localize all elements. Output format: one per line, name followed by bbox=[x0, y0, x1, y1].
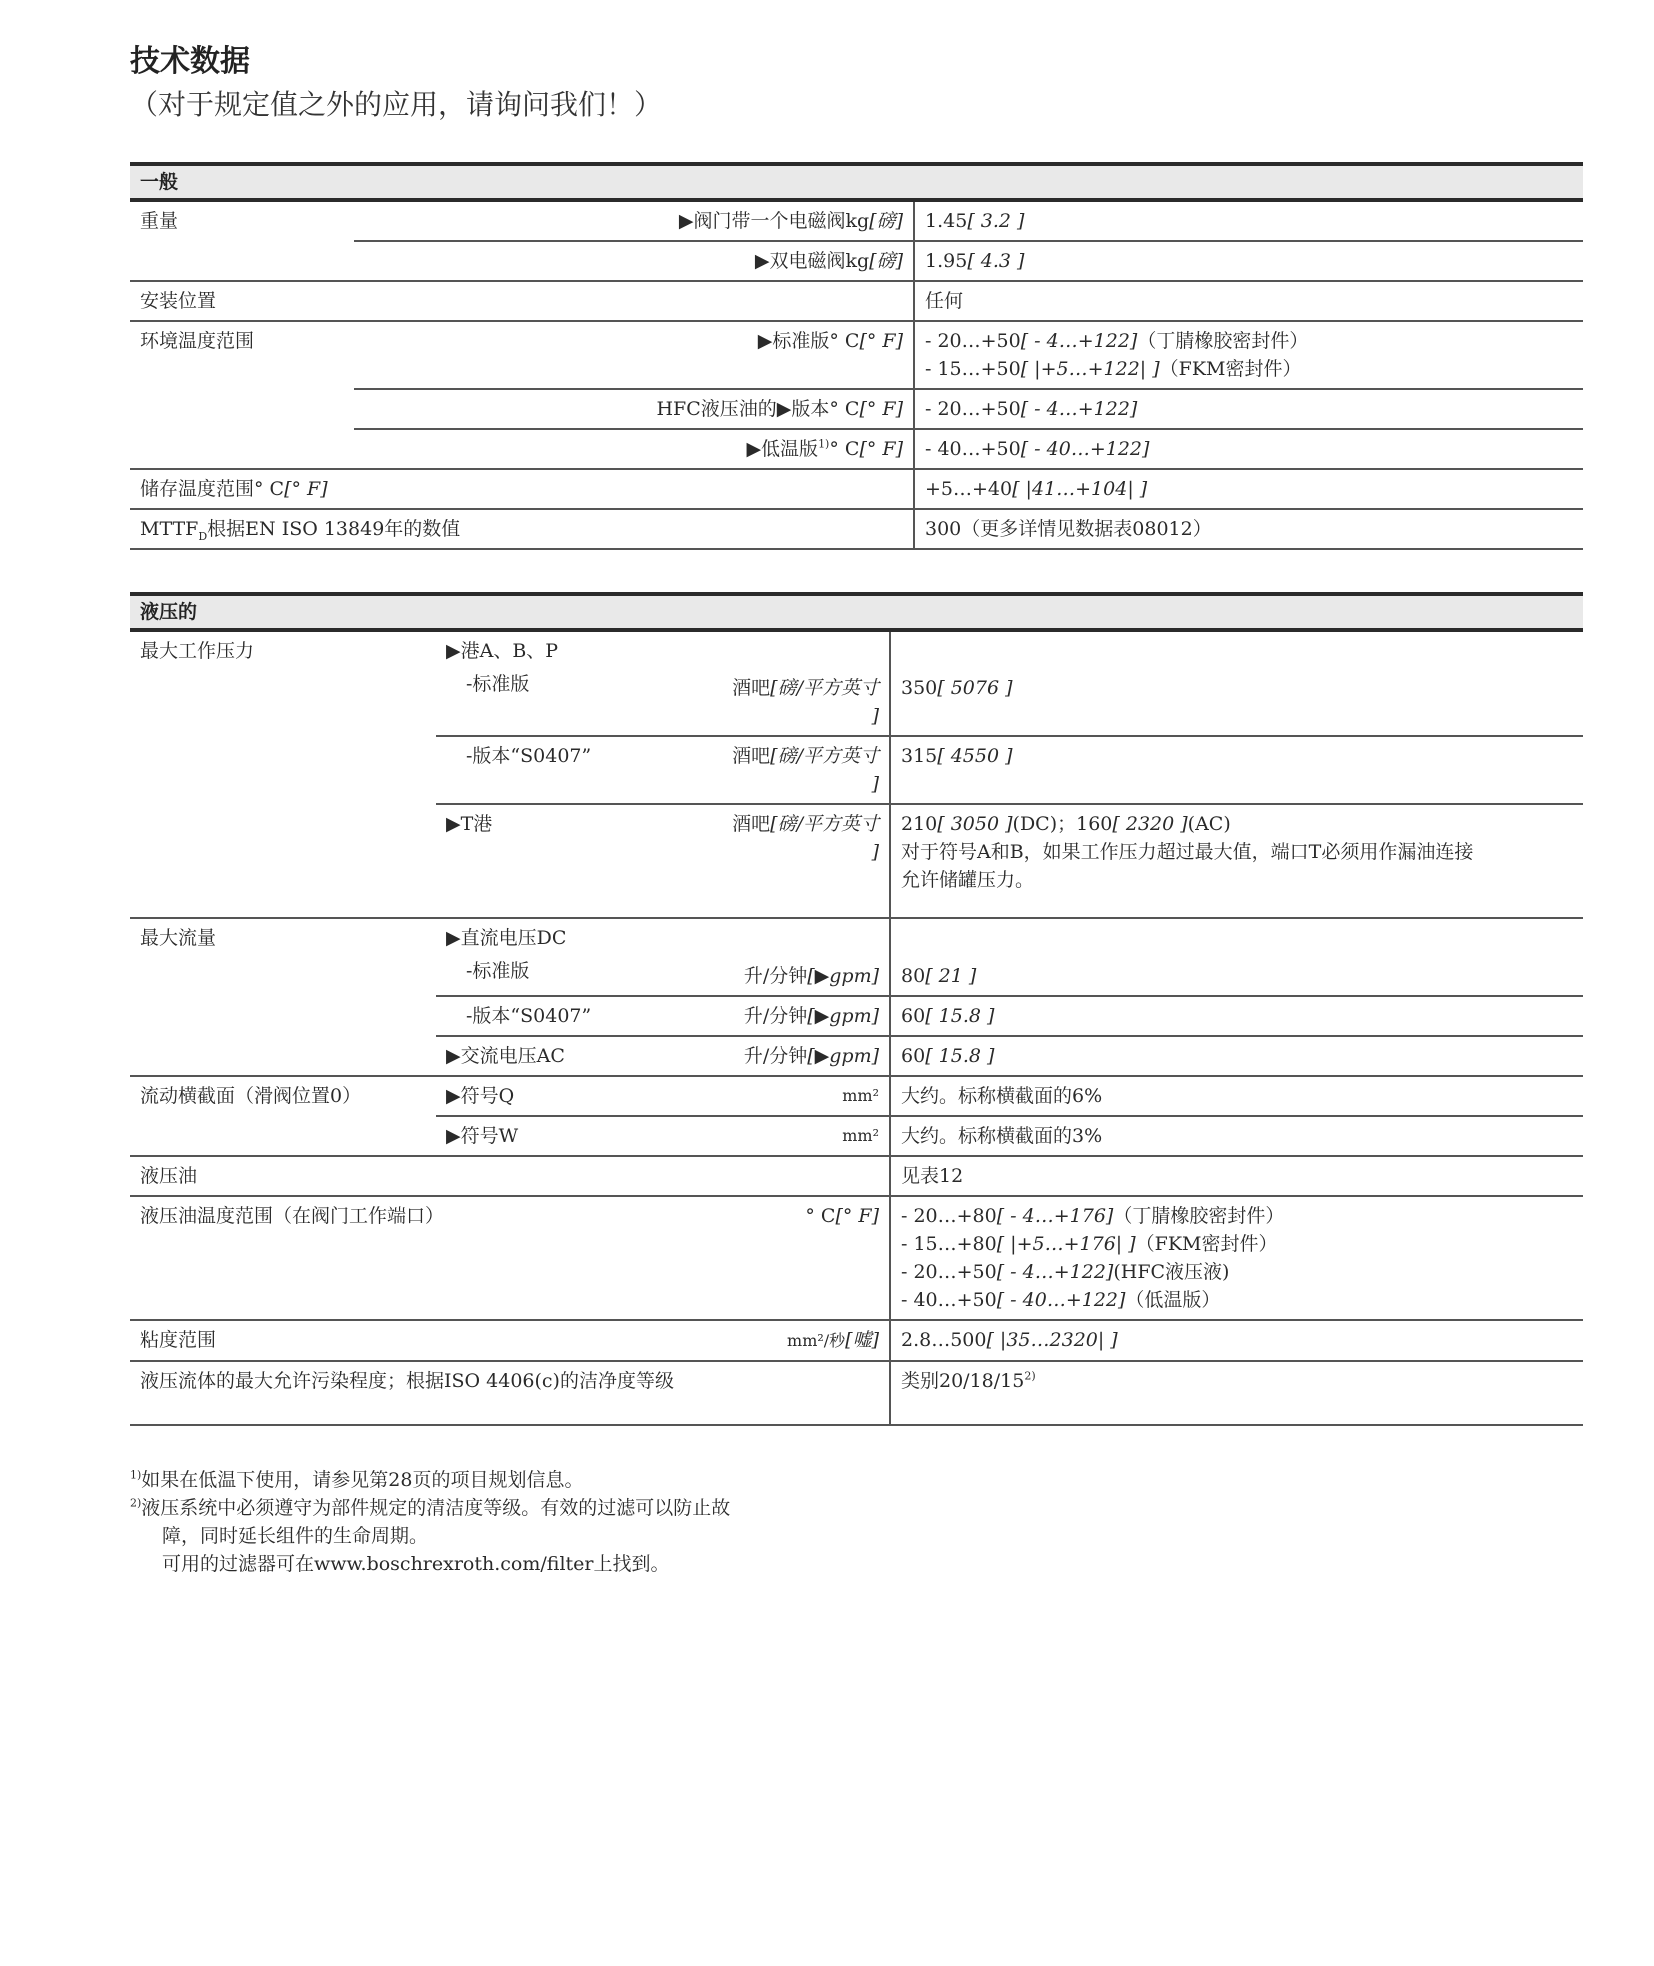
table-row: 液压油温度范围（在阀门工作端口） ° C[° F] - 20…+80[ - 4…+176]（丁腈橡胶密封件） - 15…+80[ |+5…+176| ]（FKM密封件） - 20…+50[ - 4…+122](HFC液压液) - 40…+50[ - 40…+122]（低温版） bbox=[130, 1196, 1583, 1320]
pressure-s0407-value: 315 bbox=[901, 745, 938, 767]
mounting-value: 任何 bbox=[914, 281, 1583, 321]
general-section bbox=[130, 162, 1583, 550]
footnote-2: $^{2)}$液压系统中必须遵守为部件规定的清洁度等级。有效的过滤可以防止故 bbox=[130, 1496, 731, 1519]
contamination-value: 类别20/18/15 bbox=[901, 1370, 1025, 1392]
contamination-label: 液压流体的最大允许污染程度；根据ISO 4406(c)的洁净度等级 bbox=[130, 1361, 890, 1425]
port-t-value: 210[ 3050 ](DC)；160[ 2320 ](AC) bbox=[901, 813, 1231, 835]
ambient-standard-label: ▶标准版° C bbox=[757, 330, 860, 352]
weight-double-label: ▶双电磁阀kg bbox=[754, 250, 870, 272]
fluid-temp-line: - 40…+50[ - 40…+122]（低温版） bbox=[901, 1289, 1221, 1311]
fluid-temp-line: - 15…+80[ |+5…+176| ]（FKM密封件） bbox=[901, 1233, 1278, 1255]
table-row: -版本“S0407” 升/分钟[▶gpm] 60[ 15.8 ] bbox=[130, 996, 1583, 1036]
ambient-label: 环境温度范围 bbox=[130, 321, 354, 389]
weight-double-unit: [磅] bbox=[869, 250, 903, 272]
viscosity-value: 2.8…500 bbox=[901, 1329, 987, 1351]
cross-section-label: 流动横截面（滑阀位置0） bbox=[130, 1076, 436, 1156]
table-row: $MTTF_D$根据EN ISO 13849年的数值 300（更多详情见数据表08012） bbox=[130, 509, 1583, 549]
table-row: ▶低温版$^{1)}$° C[° F] - 40…+50[ - 40…+122] bbox=[130, 429, 1583, 469]
ambient-standard-unit: [° F] bbox=[859, 330, 903, 352]
technical-data-page bbox=[130, 40, 1583, 1578]
hydraulic-section bbox=[130, 592, 1583, 1426]
flow-standard-value: 80 bbox=[901, 965, 926, 987]
general-table bbox=[130, 202, 1583, 550]
footnote-ref-1: 1) bbox=[818, 437, 830, 451]
footnote-2-filter-link[interactable]: 可用的过滤器可在www.boschrexroth.com/filter上找到。 bbox=[162, 1553, 670, 1575]
table-row bbox=[130, 1156, 1583, 1196]
ambient-lowtemp-label: ▶低温版 bbox=[746, 438, 819, 460]
table-row: 储存温度范围° C[° F] +5…+40[ |41…+104| ] bbox=[130, 469, 1583, 509]
fluid-temp-line: - 20…+50[ - 4…+122](HFC液压液) bbox=[901, 1261, 1230, 1283]
symbol-q-unit: mm² bbox=[636, 1076, 890, 1116]
footnotes bbox=[130, 1466, 1583, 1578]
symbol-q-value: 大约。标称横截面的6% bbox=[890, 1076, 1583, 1116]
table-row: -版本“S0407” 酒吧[磅/平方英寸 ] 315[ 4550 ] bbox=[130, 736, 1583, 804]
mttf-value: 300（更多详情见数据表08012） bbox=[914, 509, 1583, 549]
table-row: HFC液压油的▶版本° C[° F] - 20…+50[ - 4…+122] bbox=[130, 389, 1583, 429]
storage-label: 储存温度范围° C bbox=[140, 478, 285, 500]
flow-dc-label: ▶直流电压DC bbox=[436, 918, 890, 957]
symbol-w-unit: mm² bbox=[636, 1116, 890, 1156]
mounting-label: 安装位置 bbox=[130, 281, 914, 321]
weight-double-alt: [ 4.3 ] bbox=[967, 250, 1025, 272]
flow-s0407-label: -版本“S0407” bbox=[436, 996, 636, 1036]
pressure-standard-label: -标准版 bbox=[466, 673, 530, 695]
page-title: 技术数据 bbox=[130, 44, 250, 79]
table-row: -标准版 升/分钟[▶gpm] 80[ 21 ] bbox=[130, 957, 1583, 996]
symbol-q-label: ▶符号Q bbox=[436, 1076, 636, 1116]
footnote-ref-2: 2) bbox=[1024, 1369, 1036, 1383]
hydraulic-heading: 液压的 bbox=[130, 592, 1583, 632]
fluid-temp-label: 液压油温度范围（在阀门工作端口） bbox=[130, 1196, 636, 1320]
general-heading: 一般 bbox=[130, 162, 1583, 202]
table-row bbox=[130, 281, 1583, 321]
ambient-nbr-line: - 20…+50[ - 4…+122]（丁腈橡胶密封件） bbox=[925, 330, 1309, 352]
table-row: 粘度范围 mm²/秒[嘘] 2.8…500[ |35…2320| ] bbox=[130, 1320, 1583, 1361]
flow-standard-label: -标准版 bbox=[466, 960, 530, 982]
port-abp-label: ▶港A、B、P bbox=[446, 640, 559, 662]
port-t-label: ▶T港 bbox=[436, 804, 636, 918]
table-row bbox=[130, 918, 1583, 957]
fluid-temp-line: - 20…+80[ - 4…+176]（丁腈橡胶密封件） bbox=[901, 1205, 1285, 1227]
ambient-lowtemp-value: - 40…+50 bbox=[925, 438, 1021, 460]
table-row bbox=[130, 1361, 1583, 1425]
fluid-value: 见表12 bbox=[890, 1156, 1583, 1196]
symbol-w-label: ▶符号W bbox=[436, 1116, 636, 1156]
table-row bbox=[130, 241, 1583, 281]
viscosity-label: 粘度范围 bbox=[130, 1320, 636, 1361]
ambient-hfc-label: HFC液压油的▶版本° C bbox=[656, 398, 860, 420]
weight-label: 重量 bbox=[140, 210, 179, 232]
table-row bbox=[130, 632, 1583, 670]
flow-ac-label: ▶交流电压AC bbox=[436, 1036, 636, 1076]
symbol-w-value: 大约。标称横截面的3% bbox=[890, 1116, 1583, 1156]
hydraulic-table bbox=[130, 632, 1583, 1426]
mttf-label: MTTF bbox=[140, 518, 199, 540]
pressure-standard-value: 350 bbox=[901, 677, 938, 699]
table-row bbox=[130, 202, 1583, 241]
table-row bbox=[130, 1076, 1583, 1116]
ambient-fkm-line: - 15…+50[ |+5…+122| ]（FKM密封件） bbox=[925, 358, 1302, 380]
weight-single-unit: [磅] bbox=[869, 210, 903, 232]
weight-single-value: 1.45 bbox=[925, 210, 968, 232]
weight-single-alt: [ 3.2 ] bbox=[967, 210, 1025, 232]
table-row: ▶交流电压AC 升/分钟[▶gpm] 60[ 15.8 ] bbox=[130, 1036, 1583, 1076]
fluid-label: 液压油 bbox=[130, 1156, 890, 1196]
weight-single-label: ▶阀门带一个电磁阀kg bbox=[678, 210, 870, 232]
table-row bbox=[130, 321, 1583, 389]
pressure-s0407-label: -版本“S0407” bbox=[436, 736, 636, 804]
flow-ac-value: 60 bbox=[901, 1045, 926, 1067]
flow-label: 最大流量 bbox=[130, 918, 436, 957]
storage-value: +5…+40 bbox=[925, 478, 1013, 500]
table-row: ▶T港 酒吧[磅/平方英寸 ] 210[ 3050 ](DC)；160[ 2320 ](AC) 对于符号A和B，如果工作压力超过最大值，端口T必须用作漏油连接 允许储罐压力。 bbox=[130, 804, 1583, 918]
ambient-hfc-unit: [° F] bbox=[859, 398, 903, 420]
flow-s0407-value: 60 bbox=[901, 1005, 926, 1027]
pressure-label: 最大工作压力 bbox=[140, 640, 255, 662]
port-t-note-2: 允许储罐压力。 bbox=[901, 869, 1035, 891]
page-subtitle: （对于规定值之外的应用，请询问我们！） bbox=[130, 88, 663, 121]
port-t-note: 对于符号A和B，如果工作压力超过最大值，端口T必须用作漏油连接 bbox=[901, 841, 1474, 863]
weight-double-value: 1.95 bbox=[925, 250, 968, 272]
ambient-hfc-value: - 20…+50 bbox=[925, 398, 1021, 420]
table-row: -标准版 酒吧[磅/平方英寸 ] 350[ 5076 ] bbox=[130, 670, 1583, 736]
footnote-1: $^{1)}$如果在低温下使用，请参见第28页的项目规划信息。 bbox=[130, 1468, 584, 1491]
footnote-2-continued: 障，同时延长组件的生命周期。 bbox=[162, 1525, 429, 1547]
